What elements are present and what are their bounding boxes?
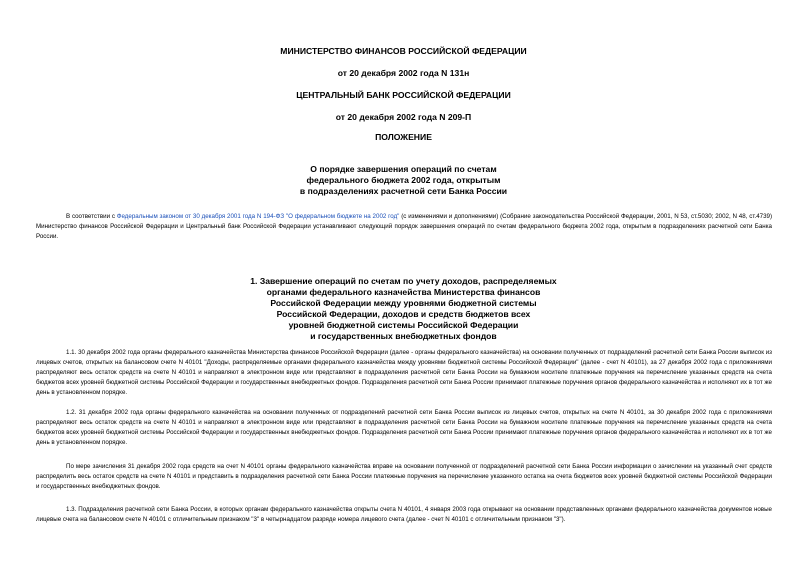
section-heading-line: органами федерального казначейства Министерства финансов xyxy=(266,287,541,297)
document-title-line: федерального бюджета 2002 года, открытым xyxy=(306,175,501,185)
section-heading-line: 1. Завершение операций по счетам по учету доходов, распределяемых xyxy=(250,276,557,286)
federal-law-link[interactable]: Федеральным законом от 30 декабря 2001 года N 194-ФЗ "О федеральном бюджете на 2002 год" xyxy=(116,213,400,220)
section-heading-line: и государственных внебюджетных фондов xyxy=(310,331,497,341)
section-heading-line: уровней бюджетной системы Российской Федерации xyxy=(288,320,519,330)
paragraph-1-3: 1.3. Подразделения расчетной сети Банка России, в которых органам федерального казначейства открыты счета N 40101, 4 января 2003 года открывают на основании представленных органами федерального казначейства документов новые лицевые счета на балансовом счете N 40101 с отличительным признаком "3" в четырнадцатом разряде номера лицевого счета (далее - счет N 40101 с отличительным признаком "3"). xyxy=(36,506,772,523)
document-title-line: в подразделениях расчетной сети Банка России xyxy=(299,186,508,196)
ministry-order-date: от 20 декабря 2002 года N 131н xyxy=(337,68,470,78)
paragraph-1-2-continued: По мере зачисления 31 декабря 2002 года средств на счет N 40101 органы федерального казначейства вправе на основании полученной от подразделений расчетной сети Банка России информации о зачислении на указанный счет средств распределить весь остаток средств на счете N 40101 и представить в подразделения расчетной сети Банка России платежные поручения на перечисление указанного остатка на счета бюджетов всех уровней бюджетной системы Российской Федерации и государственных внебюджетных фондов. xyxy=(36,463,772,490)
paragraph-1-1: 1.1. 30 декабря 2002 года органы федерального казначейства Министерства финансов Российской Федерации (далее - органы федерального казначейства) на основании полученных от подразделений расчетной сети Банка России выписок из лицевых счетов, открытых на балансовом счете N 40101 "Доходы, распределяемые органами федерального казначейства между уровнями бюджетной системы Российской Федерации" (далее - счет N 40101), за 27 декабря 2002 года с приложениями распределяют весь остаток средств на счете N 40101 и направляют в электронном виде или представляют в подразделения расчетной сети Банка России на бумажном носителе платежные поручения на перечисление указанных средств на счета бюджетов всех уровней бюджетной системы Российской Федерации и государственных внебюджетных фондов. Подразделения расчетной сети Банка России принимают платежные поручения органов федерального казначейства и исполняют их в тот же день в установленном порядке. xyxy=(36,349,772,396)
document-type-heading: ПОЛОЖЕНИЕ xyxy=(375,132,432,142)
preamble-text: (с изменениями и дополнениями) (Собрание законодательства Российской Федерации, 2001, N 53, ст.5030; 2002, N 48, ст.4739) Министерство финансов Российской Федерации и Центральный банк Российской Федерации устанавливают следующий порядок завершения операций по счетам федерального бюджета 2002 года, открытым в подразделениях расчетной сети Банка России. xyxy=(36,213,773,240)
preamble-paragraph xyxy=(36,212,772,242)
paragraph-1-2: 1.2. 31 декабря 2002 года органы федерального казначейства на основании полученных от подразделений расчетной сети Банка России выписок из лицевых счетов, открытых на счете N 40101, за 30 декабря 2002 года с приложениями распределяют весь остаток средств на счете N 40101 и направляют в электронном виде или представляют в подразделения расчетной сети Банка России на бумажном носителе платежные поручения на перечисление указанных средств на счета бюджетов всех уровней бюджетной системы Российской Федерации и государственных внебюджетных фондов. Подразделения расчетной сети Банка России принимают платежные поручения органов федерального казначейства и исполняют их в тот же день в установленном порядке. xyxy=(36,409,772,446)
document-title-line: О порядке завершения операций по счетам xyxy=(310,164,497,174)
bank-order-date: от 20 декабря 2002 года N 209-П xyxy=(335,112,472,122)
section-heading-line: Российской Федерации между уровнями бюджетной системы xyxy=(270,298,537,308)
section-1-heading xyxy=(0,276,807,342)
document-title xyxy=(0,164,807,197)
ministry-heading: МИНИСТЕРСТВО ФИНАНСОВ РОССИЙСКОЙ ФЕДЕРАЦИИ xyxy=(280,46,527,56)
section-heading-line: Российской Федерации, доходов и средств бюджетов всех xyxy=(276,309,531,319)
preamble-prefix: В соответствии с xyxy=(66,213,117,220)
bank-heading: ЦЕНТРАЛЬНЫЙ БАНК РОССИЙСКОЙ ФЕДЕРАЦИИ xyxy=(296,90,511,100)
